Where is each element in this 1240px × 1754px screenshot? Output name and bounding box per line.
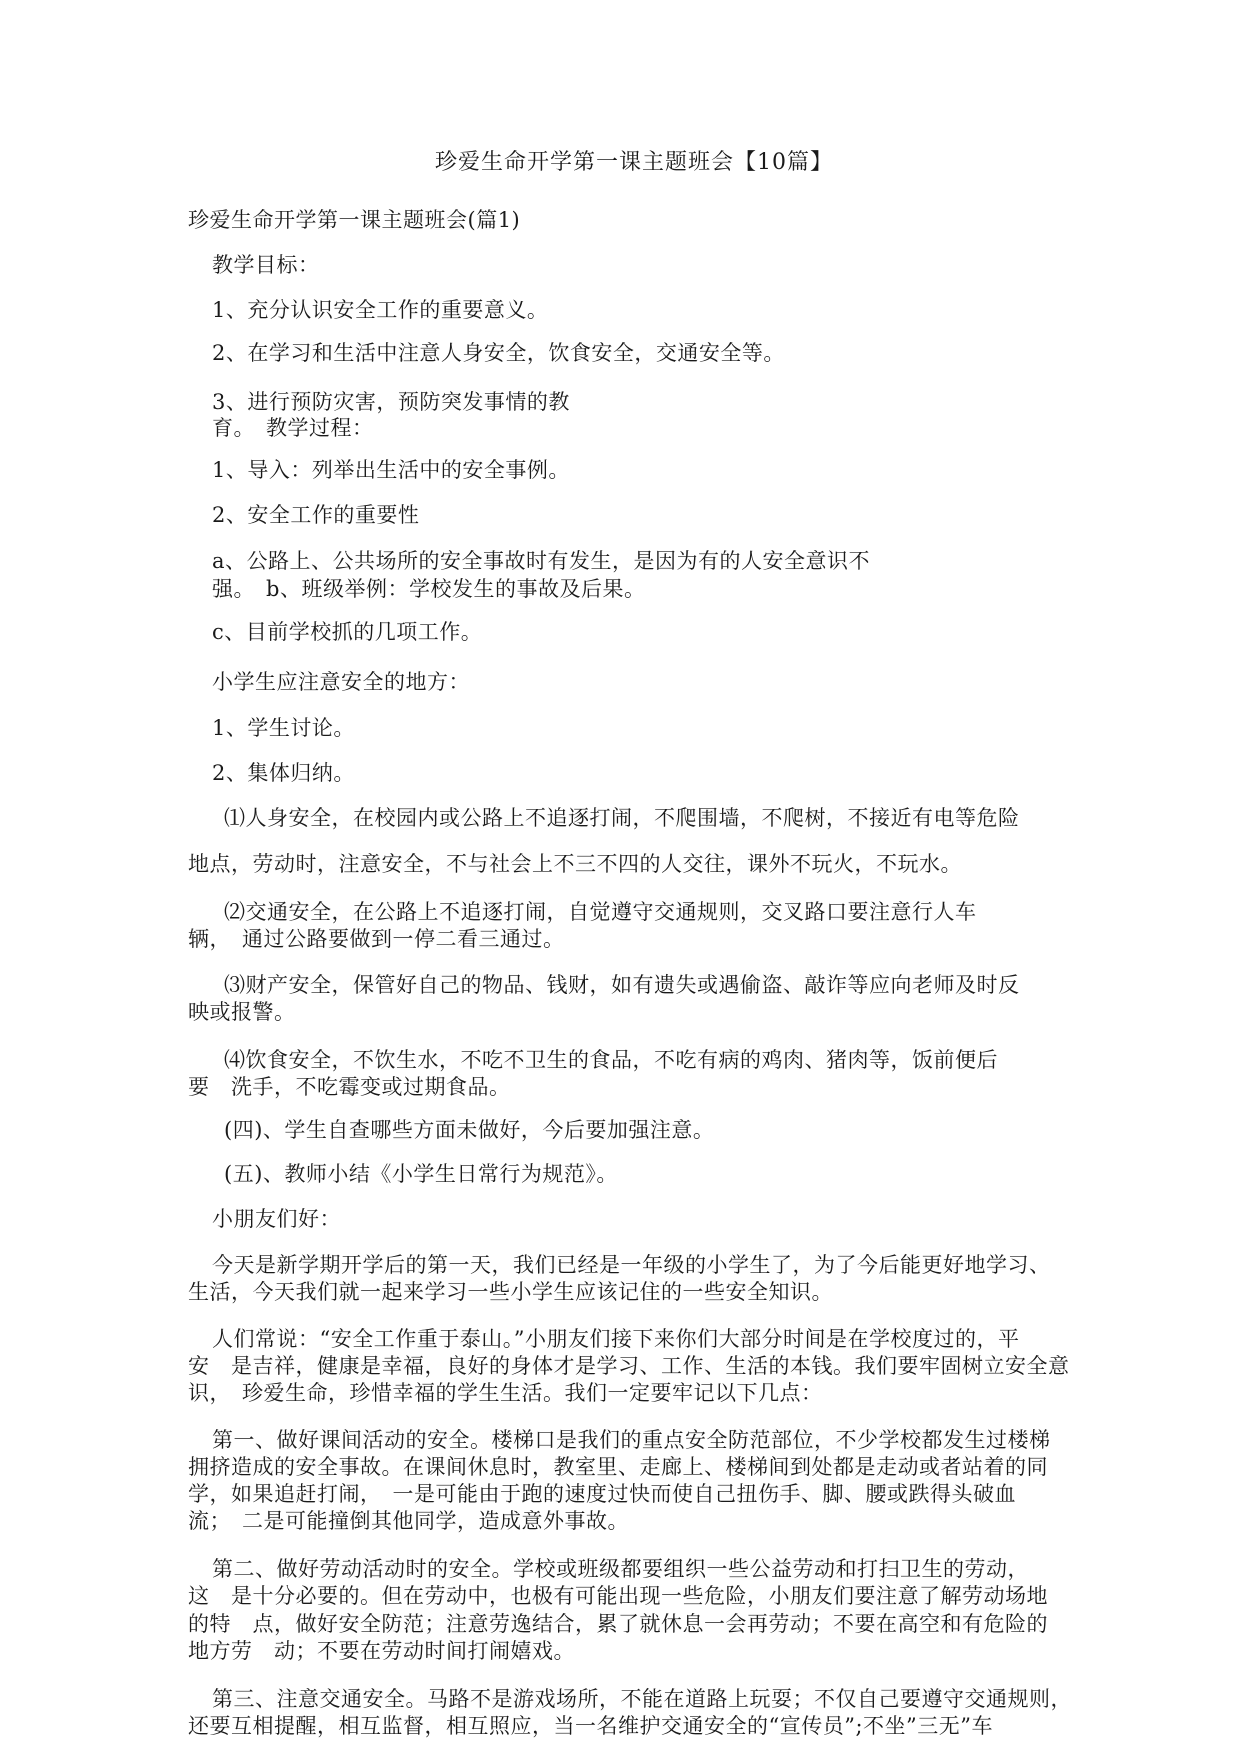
text-line: 2、在学习和生活中注意人身安全，饮食安全，交通安全等。 (212, 341, 785, 365)
text-line: 第一、做好课间活动的安全。楼梯口是我们的重点安全防范部位，不少学校都发生过楼梯 (212, 1428, 1051, 1452)
text-line: (四)、学生自查哪些方面未做好，今后要加强注意。 (224, 1118, 715, 1142)
text-line: ⑴人身安全，在校园内或公路上不追逐打闹，不爬围墙，不爬树，不接近有电等危险 (224, 806, 1020, 830)
text-line: 人们常说：“安全工作重于泰山。”小朋友们接下来你们大部分时间是在学校度过的，平 (212, 1327, 1020, 1351)
text-line: 教学目标： (212, 253, 320, 277)
text-line: 学，如果追赶打闹， 一是可能由于跑的速度过快而使自己扭伤手、脚、腰或跌得头破血 (188, 1482, 1016, 1506)
text-line: 小朋友们好： (212, 1207, 341, 1231)
text-line: 安 是吉祥，健康是幸福，良好的身体才是学习、工作、生活的本钱。我们要牢固树立安全意 (188, 1354, 1070, 1378)
text-line: 第二、做好劳动活动时的安全。学校或班级都要组织一些公益劳动和打扫卫生的劳动， (212, 1557, 1029, 1581)
text-line: 映或报警。 (188, 1000, 296, 1024)
text-line: 还要互相提醒，相互监督，相互照应，当一名维护交通安全的“宣传员”;不坐”三无”车 (188, 1714, 994, 1738)
text-line: 育。 教学过程： (212, 416, 374, 440)
text-line: 要 洗手，不吃霉变或过期食品。 (188, 1075, 511, 1099)
text-line: 拥挤造成的安全事故。在课间休息时，教室里、走廊上、楼梯间到处都是走动或者站着的同 (188, 1455, 1048, 1479)
text-line: 小学生应注意安全的地方： (212, 670, 470, 694)
text-line: 第三、注意交通安全。马路不是游戏场所，不能在道路上玩耍；不仅自己要遵守交通规则， (212, 1687, 1072, 1711)
text-line: 今天是新学期开学后的第一天，我们已经是一年级的小学生了，为了今后能更好地学习、 (212, 1253, 1051, 1277)
text-line: 2、集体归纳。 (212, 761, 355, 785)
text-line: ⑵交通安全，在公路上不追逐打闹，自觉遵守交通规则，交叉路口要注意行人车 (224, 900, 977, 924)
text-line: 3、进行预防灾害，预防突发事情的教 (212, 390, 570, 414)
text-line: (五)、教师小结《小学生日常行为规范》。 (224, 1162, 618, 1186)
text-line: 1、导入：列举出生活中的安全事例。 (212, 458, 570, 482)
text-line: c、目前学校抓的几项工作。 (212, 620, 483, 644)
text-line: a、公路上、公共场所的安全事故时有发生，是因为有的人安全意识不 (212, 549, 871, 573)
text-line: 地方劳 动；不要在劳动时间打闹嬉戏。 (188, 1639, 575, 1663)
text-line: 2、安全工作的重要性 (212, 503, 420, 527)
text-line: 1、充分认识安全工作的重要意义。 (212, 298, 549, 322)
text-line: 流； 二是可能撞倒其他同学，造成意外事故。 (188, 1509, 629, 1533)
text-line: 辆， 通过公路要做到一停二看三通过。 (188, 927, 565, 951)
text-line: 生活，今天我们就一起来学习一些小学生应该记住的一些安全知识。 (188, 1280, 833, 1304)
text-line: ⑶财产安全，保管好自己的物品、钱财，如有遗失或遇偷盗、敲诈等应向老师及时反 (224, 973, 1020, 997)
text-line: 强。 b、班级举例：学校发生的事故及后果。 (212, 577, 646, 601)
text-line: 这 是十分必要的。但在劳动中，也极有可能出现一些危险，小朋友们要注意了解劳动场地 (188, 1584, 1048, 1608)
section-heading: 珍爱生命开学第一课主题班会(篇1) (188, 208, 521, 232)
text-line: ⑷饮食安全，不饮生水，不吃不卫生的食品，不吃有病的鸡肉、猪肉等，饭前便后 (224, 1048, 998, 1072)
text-line: 的特 点，做好安全防范；注意劳逸结合，累了就休息一会再劳动；不要在高空和有危险的 (188, 1612, 1048, 1636)
text-line: 1、学生讨论。 (212, 716, 355, 740)
text-line: 地点，劳动时，注意安全，不与社会上不三不四的人交往，课外不玩火，不玩水。 (188, 852, 962, 876)
document-title: 珍爱生命开学第一课主题班会【10篇】 (435, 150, 833, 175)
text-line: 识， 珍爱生命，珍惜幸福的学生生活。我们一定要牢记以下几点： (188, 1381, 823, 1405)
